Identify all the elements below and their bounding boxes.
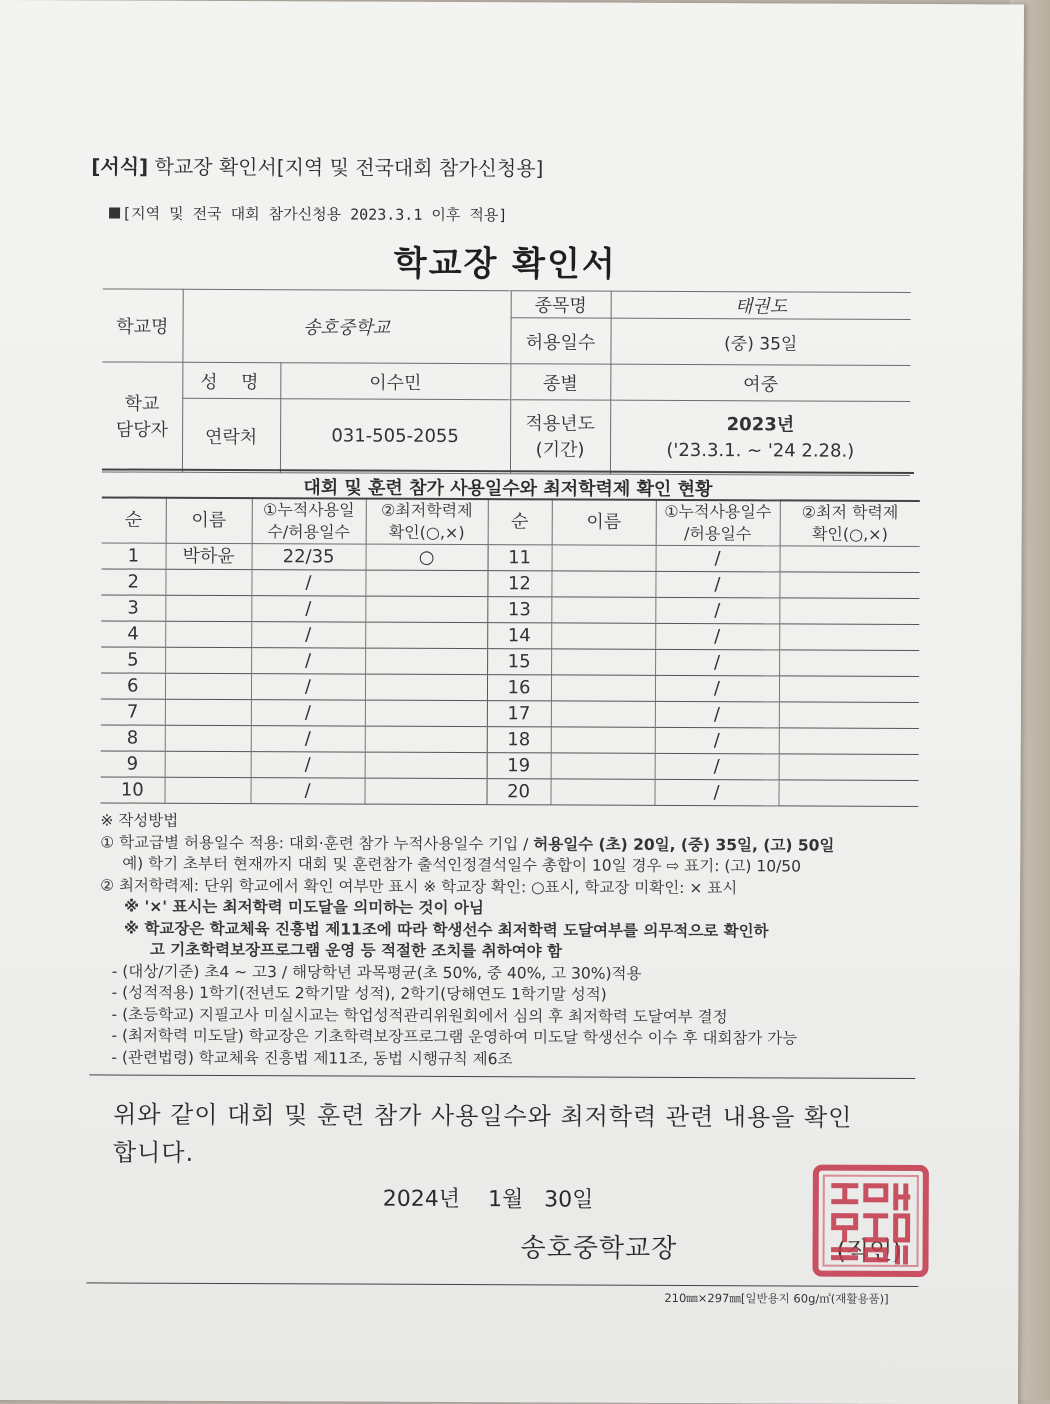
row-no: 6 (101, 673, 165, 699)
row-days: / (656, 545, 780, 572)
table-row (101, 725, 919, 755)
sport-label: 종목명 (511, 291, 611, 318)
contact-label: 연락처 (182, 398, 280, 472)
row-name (551, 649, 655, 675)
contact-value: 031-505-2055 (280, 399, 510, 474)
row-no: 10 (100, 777, 164, 803)
row-days: / (251, 622, 365, 648)
year-label: 적용년도 (기간) (510, 400, 610, 474)
row-name (551, 675, 655, 701)
note-3: ※ '×' 표시는 최저학력 미도달을 의미하는 것이 아님 (124, 897, 484, 918)
confirmation-text (113, 1096, 853, 1175)
row-days: 22/35 (252, 544, 366, 570)
header-days-right: ①누적사용일수 /허용일수 (656, 500, 780, 546)
school-label: 학교명 (102, 289, 182, 362)
confirmation-line: 합니다. (112, 1138, 195, 1167)
table-row (101, 569, 919, 599)
table-header-row (102, 497, 920, 546)
square-bullet-icon (109, 207, 120, 218)
category-label: 종별 (510, 364, 610, 400)
row-no: 1 (102, 543, 166, 569)
period-value: ('23.3.1. ~ '24 2.28.) (666, 439, 855, 462)
row-no: 5 (101, 647, 165, 673)
year-value: 2023년 (726, 413, 795, 435)
header-name-left: 이름 (166, 498, 252, 544)
row-name (550, 779, 654, 805)
row-days: / (251, 726, 365, 752)
row-name (551, 753, 655, 779)
row-days: / (251, 700, 365, 726)
row-days: / (655, 649, 779, 676)
row-days: / (655, 727, 779, 754)
row-days: / (251, 648, 365, 674)
note-1: ① 학교급별 허용일수 적용: 대회·훈련 참가 누적사용일수 기입 / 허용일수 (초) 20일, (중) 35일, (고) 50일 (100, 832, 835, 855)
row-name (552, 545, 656, 571)
row-check: ○ (366, 544, 488, 571)
note-bullet: - (성적적용) 1학기(전년도 2학기말 성적), 2학기(당해연도 1학기말 성적) (111, 983, 607, 1004)
row-name (165, 725, 251, 751)
row-check (365, 752, 487, 779)
footer-divider (86, 1282, 918, 1287)
row-days: / (251, 752, 365, 778)
confirmation-line: 위와 같이 대회 및 훈련 참가 사용일수와 최저학력 관련 내용을 확인 (113, 1100, 853, 1132)
row-check (365, 674, 487, 701)
table-row (101, 751, 919, 781)
header-academic-right: ②최저 학력제 확인(○,×) (780, 500, 920, 546)
row-no: 9 (101, 751, 165, 777)
table-row (100, 777, 918, 807)
note-4: ※ 학교장은 학교체육 진흥법 제11조에 따라 학생선수 최저학력 도달여부를 의무적으로 확인하 (123, 919, 769, 940)
row-name (551, 701, 655, 727)
row-name (165, 699, 251, 725)
row-no: 16 (487, 675, 551, 701)
row-days: / (655, 701, 779, 728)
table-row (101, 647, 919, 677)
paper-spec: 210㎜×297㎜[일반용지 60g/㎡(재활용품)] (664, 1290, 889, 1306)
header-no-right: 순 (488, 499, 552, 545)
row-no: 7 (101, 699, 165, 725)
row-no: 3 (101, 595, 165, 621)
row-check (779, 754, 919, 781)
row-name: 박하윤 (166, 543, 252, 569)
participation-table (100, 496, 919, 807)
row-no: 18 (487, 727, 551, 753)
seal-mark: (직인) (836, 1236, 902, 1265)
row-no: 13 (487, 597, 551, 623)
row-days: / (655, 753, 779, 780)
form-label: [서식] (91, 154, 149, 179)
row-days: / (654, 779, 778, 806)
row-name (551, 571, 655, 597)
row-no: 20 (486, 779, 550, 805)
row-no: 19 (487, 753, 551, 779)
row-no: 8 (101, 725, 165, 751)
row-name (551, 727, 655, 753)
subtitle-text: [지역 및 전국 대회 참가신청용 2023.3.1 이후 적용] (122, 204, 508, 225)
form-header (91, 150, 543, 181)
row-name (165, 569, 251, 595)
row-no: 17 (487, 701, 551, 727)
row-check (778, 780, 918, 807)
form-subtitle (109, 202, 507, 225)
form-title: 학교장 확인서[지역 및 전국대회 참가신청용] (148, 154, 544, 181)
table-row (102, 543, 920, 573)
row-name (165, 647, 251, 673)
row-name (165, 595, 251, 621)
row-name (551, 597, 655, 623)
row-check (779, 598, 919, 625)
writing-instructions (99, 810, 834, 1071)
issue-date: 2024년 1월 30일 (382, 1186, 594, 1213)
row-name (165, 751, 251, 777)
notes-heading: ※ 작성방법 (100, 811, 179, 830)
section-title: 대회 및 훈련 참가 사용일수와 최저학력제 확인 현황 (102, 468, 914, 502)
row-no: 12 (487, 571, 551, 597)
row-check (779, 624, 919, 651)
row-days: / (655, 675, 779, 702)
row-no: 14 (487, 623, 551, 649)
row-no: 11 (488, 545, 552, 571)
row-days: / (655, 623, 779, 650)
header-name-right: 이름 (552, 499, 656, 545)
row-no: 15 (487, 649, 551, 675)
row-days: / (655, 597, 779, 624)
row-check (365, 700, 487, 727)
note-bullet: - (관련법령) 학교체육 진흥법 제11조, 동법 시행규칙 제6조 (111, 1047, 513, 1068)
row-days: / (251, 570, 365, 596)
note-bullet: - (초등학교) 지필고사 미실시교는 학업성적관리위원회에서 심의 후 최저학력 도달여부 결정 (111, 1004, 728, 1026)
row-check (365, 648, 487, 675)
row-check (779, 650, 919, 677)
note-1-example: 예) 학기 초부터 현재까지 대회 및 훈련참가 출석인정결석일수 총합이 10일 경우 ⇨ 표기: (고) 10/50 (122, 854, 802, 876)
table-row (101, 699, 919, 729)
row-no: 2 (101, 569, 165, 595)
name-label: 성 명 (182, 362, 280, 398)
header-days-left: ①누적사용일 수/허용일수 (252, 498, 366, 544)
row-check (365, 726, 487, 753)
row-check (779, 676, 919, 703)
note-bullet: - (최저학력 미도달) 학교장은 기초학력보장프로그램 운영하여 미도달 학생선수 이수 후 대회참가 가능 (111, 1026, 798, 1048)
school-value: 송호중학교 (182, 289, 510, 363)
notes-divider (89, 1074, 915, 1079)
row-no: 4 (101, 621, 165, 647)
row-days: / (251, 674, 365, 700)
row-name (165, 621, 251, 647)
note-2: ② 최저학력제: 단위 학교에서 확인 여부만 표시 ※ 학교장 확인: ○표시, 학교장 미확인: × 표시 (100, 875, 738, 897)
row-name (164, 777, 250, 803)
row-check (365, 596, 487, 623)
document-title: 학교장 확인서 (393, 243, 617, 285)
days-label: 허용일수 (510, 318, 610, 364)
note-bullet: - (대상/기준) 초4 ~ 고3 / 해당학년 과목평균(초 50%, 중 40%, 고 30%)적용 (111, 961, 642, 983)
info-table (102, 288, 911, 476)
name-value: 이수민 (280, 363, 510, 400)
principal-name: 송호중학교장 (520, 1233, 678, 1264)
table-row (101, 595, 919, 625)
manager-label: 학교 담당자 (102, 362, 182, 472)
table-row (101, 673, 919, 703)
days-value: (중) 35일 (610, 318, 910, 365)
row-check (365, 570, 487, 597)
row-check (779, 572, 919, 599)
note-4-cont: 고 기초학력보장프로그램 운영 등 적절한 조치를 취하여야 함 (149, 940, 563, 961)
sport-value: 태권도 (611, 291, 911, 319)
row-check (780, 546, 920, 573)
table-row (101, 621, 919, 651)
official-seal-stamp (809, 1162, 932, 1281)
header-academic-left: ②최저학력제 확인(○,×) (366, 499, 488, 545)
row-name (165, 673, 251, 699)
row-name (551, 623, 655, 649)
row-check (365, 622, 487, 649)
row-check (364, 778, 486, 805)
row-check (779, 728, 919, 755)
row-check (779, 702, 919, 729)
year-value-cell (610, 400, 910, 475)
row-days: / (655, 571, 779, 598)
row-days: / (251, 596, 365, 622)
row-days: / (250, 778, 364, 804)
header-no-left: 순 (102, 497, 166, 543)
category-value: 여중 (610, 364, 910, 401)
